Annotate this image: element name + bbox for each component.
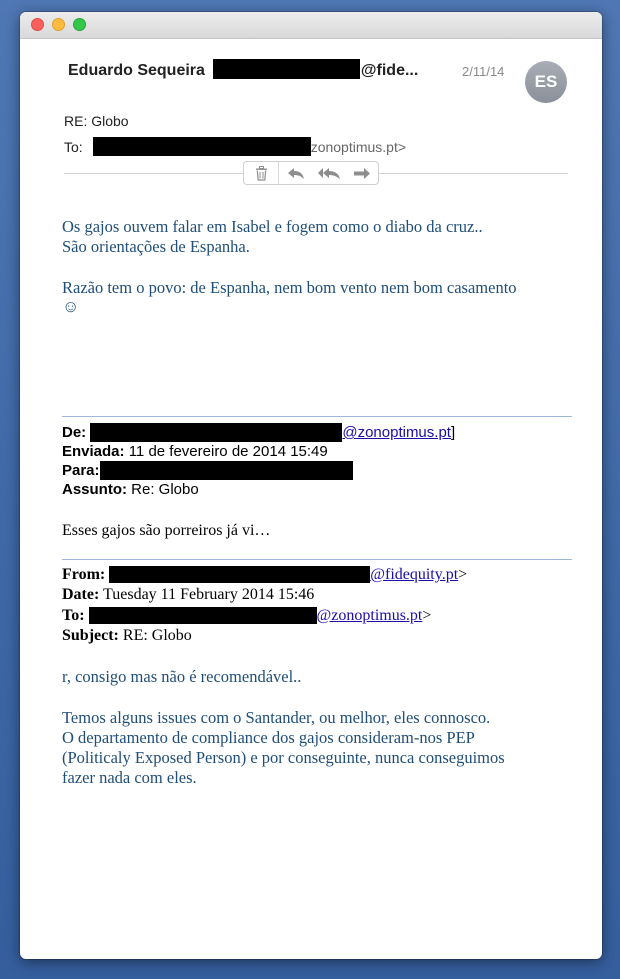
forward-icon	[353, 167, 371, 180]
recipient-email[interactable]: zonoptimus.pt>	[310, 139, 407, 156]
mail-window	[20, 12, 602, 959]
quoted-to-label: Para:	[62, 462, 100, 479]
sender-email: @fide...	[360, 62, 419, 80]
quoted-from-label: De:	[62, 424, 87, 441]
title-bar[interactable]	[20, 12, 602, 39]
delete-button[interactable]	[244, 162, 279, 184]
bracket-text: >	[458, 566, 468, 583]
original-body-line: O departamento de compliance dos gajos consideram-nos PEP	[62, 728, 475, 747]
avatar	[525, 61, 567, 103]
original-subject-line	[62, 626, 192, 646]
recipient-line	[64, 139, 406, 158]
original-body-line: (Politicaly Exposed Person) e por conseguinte, nunca conseguimos	[62, 748, 505, 767]
quoted-sent-value: 11 de fevereiro de 2014 15:49	[128, 443, 328, 460]
message-subject: RE: Globo	[64, 113, 129, 129]
quoted-sent-label: Enviada:	[62, 443, 125, 460]
message-line: Razão tem o povo: de Espanha, nem bom vento nem bom casamento	[62, 278, 517, 297]
original-date-value: Tuesday 11 February 2014 15:46	[103, 586, 315, 603]
quoted-from-email[interactable]: @zonoptimus.pt	[342, 424, 451, 441]
redaction-bar	[93, 137, 311, 156]
original-subject-value: RE: Globo	[122, 627, 192, 644]
smiley-emoji: ☺	[62, 297, 80, 316]
sender-line[interactable]	[68, 61, 418, 81]
reply-all-icon	[317, 167, 341, 180]
reply-button[interactable]	[279, 162, 312, 184]
original-to-label: To:	[62, 607, 85, 624]
original-from-line	[62, 565, 467, 585]
sender-name: Eduardo Sequeira	[68, 62, 205, 80]
quoted-subject-label: Assunto:	[62, 481, 127, 498]
quoted-subject-line	[62, 480, 199, 499]
quote-separator	[62, 559, 572, 560]
forward-button[interactable]	[345, 162, 378, 184]
quoted-sent-line	[62, 442, 328, 461]
close-window-button[interactable]	[31, 18, 44, 31]
redaction-bar	[89, 607, 317, 624]
zoom-window-button[interactable]	[73, 18, 86, 31]
message-line: São orientações de Espanha.	[62, 237, 250, 256]
original-subject-label: Subject:	[62, 627, 119, 644]
quoted-body: Esses gajos são porreiros já vi…	[62, 522, 271, 539]
quoted-to-line	[62, 461, 353, 481]
avatar-initials: ES	[534, 72, 558, 91]
original-to-email[interactable]: @zonoptimus.pt	[316, 607, 423, 624]
original-body-line: fazer nada com eles.	[62, 768, 197, 787]
quoted-subject-value: Re: Globo	[131, 481, 199, 498]
original-to-line	[62, 606, 431, 626]
minimize-window-button[interactable]	[52, 18, 65, 31]
reply-icon	[287, 167, 305, 180]
quoted-from-line	[62, 423, 455, 443]
redaction-bar	[213, 59, 360, 79]
redaction-bar	[109, 566, 370, 583]
to-label: To:	[64, 139, 83, 156]
bracket-text: >	[422, 607, 432, 624]
redaction-bar	[90, 423, 342, 442]
original-date-label: Date:	[62, 586, 100, 603]
original-body-line: r, consigo mas não é recomendável..	[62, 667, 302, 686]
original-from-email[interactable]: @fidequity.pt	[370, 566, 459, 583]
hover-toolbar	[243, 161, 379, 185]
original-date-line	[62, 585, 314, 605]
original-from-label: From:	[62, 566, 106, 583]
original-body-line: Temos alguns issues com o Santander, ou melhor, eles connosco.	[62, 708, 491, 727]
quote-separator	[62, 416, 572, 417]
reply-all-button[interactable]	[312, 162, 345, 184]
redaction-bar	[100, 461, 353, 480]
message-line: Os gajos ouvem falar em Isabel e fogem como o diabo da cruz..	[62, 217, 483, 236]
message-date: 2/11/14	[462, 64, 505, 79]
trash-icon	[255, 166, 268, 181]
bracket-text: ]	[450, 424, 456, 441]
